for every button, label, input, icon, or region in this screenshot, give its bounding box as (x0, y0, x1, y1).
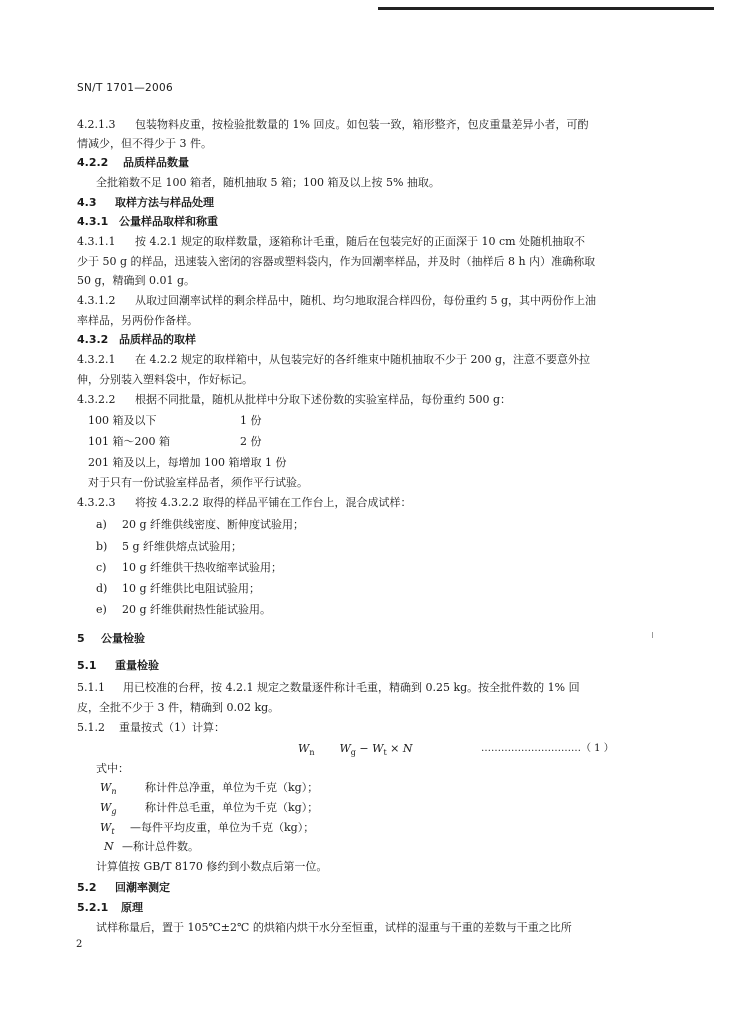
scan-mark (652, 632, 653, 638)
document-code: SN/T 1701—2006 (77, 82, 173, 94)
clause-text: 在 4.2.2 规定的取样箱中，从包装完好的各纤维束中随机抽取不少于 200 g，注意不要意外拉 (135, 353, 591, 366)
clause-5-1-2 (77, 720, 225, 735)
formula-tare-sub: t (383, 748, 387, 758)
clause-4-3-1-2 (77, 293, 596, 308)
where-symbol (104, 839, 122, 854)
where-label (96, 761, 129, 776)
symbol-letter: W (100, 821, 112, 834)
heading-number: 4.3.1 (77, 215, 109, 228)
clause-text: 用已校准的台秤，按 4.2.1 规定之数量逐件称计毛重，精确到 0.25 kg。按全批件数的 1% 回 (123, 681, 580, 694)
where-item (100, 820, 314, 839)
where-item (104, 839, 199, 854)
clause-number: 4.2.1.3 (77, 118, 116, 131)
formula-lhs-sub: n (309, 748, 315, 758)
text-content: 皮，全批不少于 3 件，精确到 0.02 kg。 (77, 701, 280, 714)
text-line (77, 254, 595, 269)
heading-number: 4.3 (77, 196, 97, 209)
quantity-row (88, 434, 170, 449)
heading-5-2 (77, 880, 170, 895)
text-line (77, 313, 198, 328)
list-marker: c) (96, 561, 107, 574)
list-item (96, 517, 304, 532)
text-line (77, 136, 212, 151)
heading-text: 公量样品取样和称重 (119, 215, 218, 228)
list-text: 10 g 纤维供干热收缩率试验用； (122, 561, 283, 574)
heading-4-2-2 (77, 155, 189, 170)
text-content: 少于 50 g 的样品，迅速装入密闭的容器或塑料袋内，作为回潮率样品，并及时（抽样后 8 h 内）准确称取 (77, 255, 596, 268)
clause-number: 5.1.1 (77, 681, 105, 694)
formula-tare: W (372, 742, 384, 755)
text-content: 计算值按 GB/T 8170 修约到小数点后第一位。 (96, 860, 328, 873)
heading-text: 公量检验 (101, 632, 145, 645)
text-content: 情减少，但不得少于 3 件。 (77, 137, 212, 150)
heading-number: 5.2.1 (77, 901, 109, 914)
text-line (96, 920, 572, 935)
heading-text: 品质样品数量 (123, 156, 189, 169)
symbol-letter: W (100, 801, 112, 814)
where-item (100, 800, 318, 819)
list-item (96, 581, 260, 596)
text-content: 式中： (96, 762, 129, 775)
formula-lhs: W (298, 742, 310, 755)
list-marker: b) (96, 540, 108, 553)
heading-5 (77, 631, 145, 646)
where-desc: 称计件总净重，单位为千克（kg）； (145, 781, 319, 794)
heading-5-1 (77, 658, 159, 673)
text-line (77, 372, 253, 387)
list-text: 20 g 纤维供耐热性能试验用。 (122, 603, 272, 616)
text-content: 率样品，另两份作备样。 (77, 314, 198, 327)
clause-number: 5.1.2 (77, 721, 105, 734)
text-line (96, 175, 440, 190)
quantity-count: 2 份 (240, 435, 262, 448)
text-content: 伸，分别装入塑料袋中，作好标记。 (77, 373, 253, 386)
list-text: 20 g 纤维供线密度、断伸度试验用； (122, 518, 305, 531)
text-content: 对于只有一份试验室样品者，须作平行试验。 (88, 476, 308, 489)
clause-5-1-1 (77, 680, 580, 695)
symbol-sub: t (111, 827, 115, 837)
text-line (96, 859, 327, 874)
formula-tag: …………………………（ 1 ） (481, 743, 614, 754)
heading-number: 5.1 (77, 659, 97, 672)
symbol-letter: N (104, 840, 114, 853)
heading-4-3-1 (77, 214, 218, 229)
quantity-range: 100 箱及以下 (88, 414, 157, 427)
heading-text: 品质样品的取样 (119, 333, 196, 346)
formula-times-n: × N (386, 742, 413, 755)
heading-number: 4.3.2 (77, 333, 109, 346)
formula-minus: − (355, 742, 373, 755)
text-line (88, 475, 308, 490)
heading-number: 5.2 (77, 881, 97, 894)
where-desc: —称计总件数。 (122, 840, 199, 853)
list-marker: d) (96, 582, 108, 595)
clause-4-3-2-3 (77, 495, 411, 510)
clause-number: 4.3.1.2 (77, 294, 116, 307)
text-content: 全批箱数不足 100 箱者，随机抽取 5 箱；100 箱及以上按 5% 抽取。 (96, 176, 440, 189)
header-rule (378, 7, 714, 10)
where-symbol (100, 780, 145, 799)
where-desc: —每件平均皮重，单位为千克（kg）； (130, 821, 315, 834)
clause-number: 4.3.2.1 (77, 353, 116, 366)
list-text: 5 g 纤维供熔点试验用； (122, 540, 243, 553)
clause-number: 4.3.2.2 (77, 393, 116, 406)
text-line (77, 700, 279, 715)
quantity-range: 101 箱～200 箱 (88, 435, 170, 448)
heading-number: 4.2.2 (77, 156, 109, 169)
text-content: 50 g，精确到 0.01 g。 (77, 274, 196, 287)
heading-4-3 (77, 195, 214, 210)
heading-text: 回潮率测定 (115, 881, 170, 894)
clause-text: 根据不同批量，随机从批样中分取下述份数的实验室样品，每份重约 500 g： (135, 393, 512, 406)
clause-4-3-1-1 (77, 234, 585, 249)
page-number: 2 (76, 939, 83, 950)
clause-number: 4.3.2.3 (77, 496, 116, 509)
clause-text: 包装物料皮重，按检验批数量的 1% 回皮。如包装一致，箱形整齐，包皮重量差异小者，可酌 (135, 118, 589, 131)
formula-1 (298, 741, 413, 760)
clause-text: 将按 4.3.2.2 取得的样品平铺在工作台上，混合成试样： (135, 496, 412, 509)
clause-text: 从取过回潮率试样的剩余样品中，随机、均匀地取混合样四份，每份重约 5 g，其中两份作上油 (135, 294, 597, 307)
clause-text: 按 4.2.1 规定的取样数量，逐箱称计毛重，随后在包装完好的正面深于 10 cm 处随机抽取不 (135, 235, 586, 248)
list-marker: a) (96, 518, 107, 531)
symbol-sub: g (111, 807, 117, 817)
clause-4-3-2-2 (77, 392, 511, 407)
heading-number: 5 (77, 632, 85, 645)
text-line (77, 273, 195, 288)
list-marker: e) (96, 603, 107, 616)
text-content: 试样称量后，置于 105℃±2℃ 的烘箱内烘干水分至恒重，试样的湿重与干重的差数与干重之比所 (96, 921, 572, 934)
list-item (96, 560, 282, 575)
clause-4-3-2-1 (77, 352, 590, 367)
where-symbol (100, 820, 130, 839)
where-item (100, 780, 318, 799)
text-content: 201 箱及以上，每增加 100 箱增取 1 份 (88, 456, 287, 469)
clause-text: 重量按式（1）计算： (119, 721, 225, 734)
where-desc: 称计件总毛重，单位为千克（kg）； (145, 801, 319, 814)
heading-text: 原理 (121, 901, 143, 914)
heading-text: 重量检验 (115, 659, 159, 672)
where-symbol (100, 800, 145, 819)
symbol-letter: W (100, 781, 112, 794)
clause-4-2-1-3 (77, 117, 588, 132)
formula-gross: W (339, 742, 351, 755)
list-item (96, 602, 271, 617)
text-line (88, 455, 286, 470)
symbol-sub: n (111, 787, 117, 797)
heading-4-3-2 (77, 332, 196, 347)
clause-number: 4.3.1.1 (77, 235, 116, 248)
formula-gross-sub: g (350, 748, 356, 758)
quantity-count: 1 份 (240, 414, 262, 427)
heading-5-2-1 (77, 900, 143, 915)
quantity-row (88, 413, 157, 428)
heading-text: 取样方法与样品处理 (115, 196, 214, 209)
list-text: 10 g 纤维供比电阻试验用； (122, 582, 261, 595)
list-item (96, 539, 242, 554)
